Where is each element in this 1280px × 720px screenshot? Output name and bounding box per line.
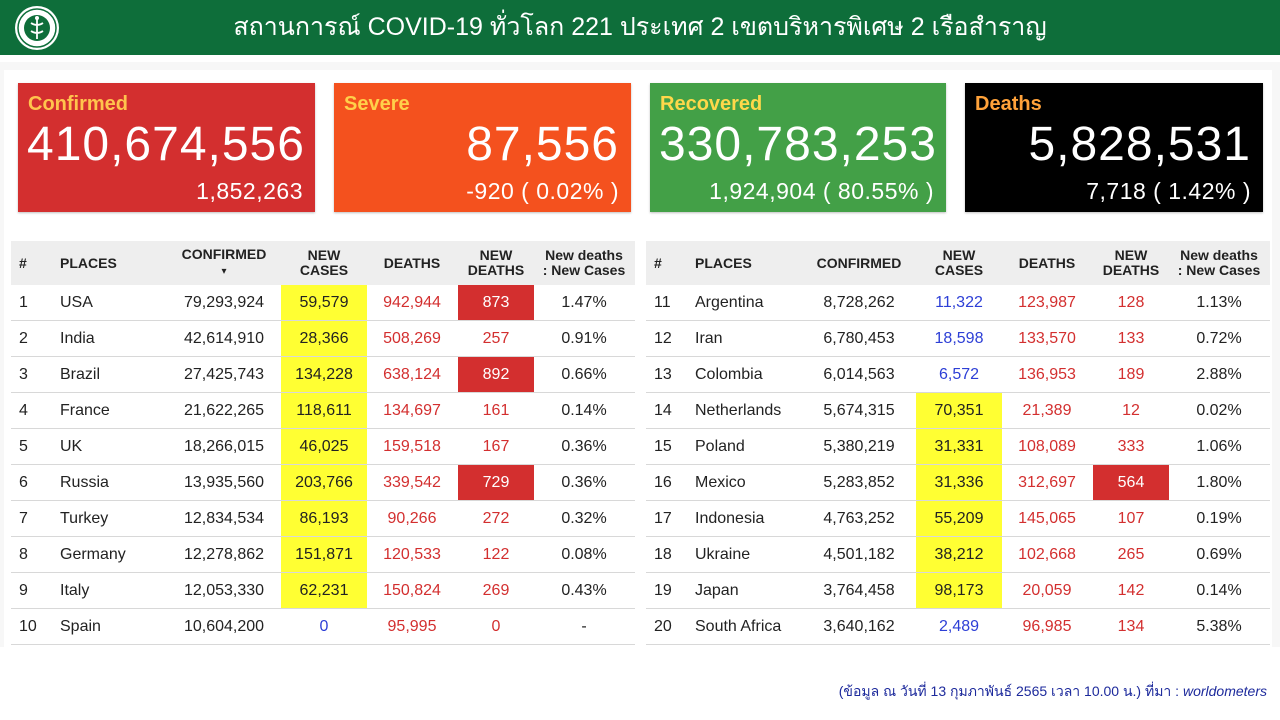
row-deaths: 102,668 [1018, 546, 1076, 563]
row-new-deaths: 333 [1117, 438, 1145, 455]
table-row[interactable] [11, 429, 635, 465]
header-new-cases-line1: NEW [307, 247, 341, 263]
row-new-deaths: 0 [491, 618, 501, 635]
header-new-deaths-line2: DEATHS [1102, 262, 1160, 278]
row-deaths: 136,953 [1018, 366, 1076, 383]
row-place: Indonesia [695, 510, 765, 527]
row-rank: 1 [19, 294, 28, 311]
table-body-left [11, 285, 635, 645]
header-bar [0, 0, 1280, 55]
row-place: South Africa [695, 618, 782, 635]
recovered-sub: 1,924,904 ( 80.55% ) [709, 178, 934, 204]
row-confirmed: 13,935,560 [183, 474, 265, 491]
table-body-right [646, 285, 1270, 645]
row-new-cases: 18,598 [934, 330, 984, 347]
header-places[interactable]: PLACES [695, 254, 752, 271]
row-confirmed: 18,266,015 [183, 438, 265, 455]
row-confirmed: 12,834,534 [183, 510, 265, 527]
row-new-cases: 151,871 [281, 537, 367, 572]
row-new-cases: 70,351 [916, 393, 1002, 428]
table-row[interactable] [11, 573, 635, 609]
row-new-deaths: 142 [1117, 582, 1145, 599]
row-new-deaths: 564 [1093, 465, 1169, 500]
row-ratio: 2.88% [1196, 366, 1242, 383]
row-place: Iran [695, 330, 723, 347]
row-rank: 4 [19, 402, 28, 419]
table-row[interactable] [11, 393, 635, 429]
recovered-label: Recovered [660, 93, 763, 115]
row-new-cases: 28,366 [281, 321, 367, 356]
row-place: Netherlands [695, 402, 782, 419]
row-new-cases: 86,193 [281, 501, 367, 536]
source-footer [839, 681, 1267, 703]
row-rank: 10 [19, 618, 37, 635]
row-deaths: 123,987 [1018, 294, 1076, 311]
row-confirmed: 5,674,315 [823, 402, 895, 419]
header-new-deaths[interactable] [458, 241, 534, 285]
row-rank: 2 [19, 330, 28, 347]
header-confirmed[interactable] [179, 241, 269, 285]
row-rank: 17 [654, 510, 672, 527]
row-new-deaths: 122 [482, 546, 510, 563]
row-deaths: 90,266 [387, 510, 437, 527]
deaths-label: Deaths [975, 93, 1042, 115]
row-place: Poland [695, 438, 745, 455]
row-confirmed: 12,278,862 [183, 546, 265, 563]
row-new-cases: 11,322 [935, 294, 983, 311]
row-place: Brazil [60, 366, 101, 383]
deaths-sub: 7,718 ( 1.42% ) [1086, 178, 1251, 204]
table-row[interactable] [646, 465, 1270, 501]
row-deaths: 312,697 [1018, 474, 1076, 491]
recovered-card [650, 83, 946, 212]
header-deaths[interactable]: DEATHS [1018, 254, 1076, 271]
row-ratio: 0.91% [561, 330, 607, 347]
row-new-deaths: 269 [482, 582, 510, 599]
header-places[interactable]: PLACES [60, 254, 117, 271]
header-confirmed[interactable]: CONFIRMED [816, 254, 902, 271]
header-ratio-line1: New deaths [545, 247, 623, 263]
row-deaths: 942,944 [383, 294, 441, 311]
row-new-deaths: 128 [1117, 294, 1145, 311]
row-ratio: 0.69% [1196, 546, 1242, 563]
row-confirmed: 5,380,219 [823, 438, 895, 455]
row-place: Spain [60, 618, 101, 635]
row-new-deaths: 892 [458, 357, 534, 392]
severe-label: Severe [344, 93, 410, 115]
row-confirmed: 12,053,330 [183, 582, 265, 599]
table-row[interactable] [646, 321, 1270, 357]
row-new-cases: 46,025 [281, 429, 367, 464]
row-confirmed: 10,604,200 [183, 618, 265, 635]
table-row[interactable] [646, 357, 1270, 393]
recovered-value: 330,783,253 [659, 118, 937, 171]
row-confirmed: 4,501,182 [823, 546, 895, 563]
row-ratio: 0.72% [1196, 330, 1242, 347]
table-row[interactable] [646, 573, 1270, 609]
row-deaths: 133,570 [1018, 330, 1076, 347]
table-row[interactable] [646, 609, 1270, 645]
row-place: USA [60, 294, 93, 311]
row-rank: 13 [654, 366, 672, 383]
row-place: Ukraine [695, 546, 751, 563]
row-confirmed: 27,425,743 [183, 366, 265, 383]
row-confirmed: 3,764,458 [823, 582, 895, 599]
row-rank: 11 [654, 294, 671, 311]
row-rank: 12 [654, 330, 672, 347]
row-ratio: 0.32% [561, 510, 607, 527]
row-new-cases: 6,572 [938, 366, 980, 383]
table-row[interactable] [11, 609, 635, 645]
row-new-cases: 134,228 [281, 357, 367, 392]
row-confirmed: 8,728,262 [823, 294, 895, 311]
row-new-deaths: 272 [482, 510, 510, 527]
row-new-cases: 0 [319, 618, 329, 635]
row-ratio: 1.06% [1196, 438, 1242, 455]
row-ratio: 0.02% [1196, 402, 1242, 419]
row-ratio: 0.36% [561, 474, 607, 491]
row-rank: 14 [654, 402, 672, 419]
deaths-card [965, 83, 1263, 212]
row-rank: 3 [19, 366, 28, 383]
table-row[interactable] [11, 285, 635, 321]
table-row[interactable] [11, 357, 635, 393]
row-ratio: 0.66% [561, 366, 607, 383]
row-new-deaths: 167 [482, 438, 510, 455]
severe-sub: -920 ( 0.02% ) [466, 178, 619, 204]
row-rank: 18 [654, 546, 672, 563]
row-confirmed: 3,640,162 [823, 618, 895, 635]
row-ratio: 5.38% [1196, 618, 1242, 635]
row-new-cases: 2,489 [938, 618, 980, 635]
footer-source: worldometers [1182, 683, 1267, 699]
row-ratio: 0.36% [561, 438, 607, 455]
table-row[interactable] [11, 501, 635, 537]
row-confirmed: 4,763,252 [823, 510, 895, 527]
header-new-cases[interactable] [916, 241, 1002, 285]
row-ratio: 0.14% [1196, 582, 1242, 599]
row-confirmed: 6,780,453 [823, 330, 895, 347]
row-new-deaths: 257 [482, 330, 510, 347]
row-rank: 16 [654, 474, 672, 491]
row-new-deaths: 189 [1117, 366, 1145, 383]
row-ratio: 0.43% [561, 582, 607, 599]
row-new-deaths: 133 [1117, 330, 1145, 347]
row-ratio: - [581, 618, 587, 635]
severe-card [334, 83, 631, 212]
table-row[interactable] [11, 537, 635, 573]
row-new-cases: 38,212 [916, 537, 1002, 572]
row-deaths: 134,697 [383, 402, 441, 419]
row-new-cases: 55,209 [916, 501, 1002, 536]
row-new-deaths: 134 [1117, 618, 1145, 635]
countries-table-right [646, 241, 1270, 645]
row-deaths: 20,059 [1022, 582, 1072, 599]
row-new-cases: 98,173 [916, 573, 1002, 608]
sort-desc-icon: ▾ [221, 266, 227, 277]
row-rank: 15 [654, 438, 672, 455]
table-row[interactable] [646, 429, 1270, 465]
row-new-deaths: 265 [1117, 546, 1145, 563]
row-new-deaths: 161 [482, 402, 510, 419]
row-deaths: 120,533 [383, 546, 441, 563]
row-ratio: 0.14% [561, 402, 607, 419]
row-deaths: 150,824 [383, 582, 441, 599]
table-row[interactable] [646, 537, 1270, 573]
row-place: Colombia [695, 366, 763, 383]
row-new-cases: 59,579 [281, 285, 367, 320]
header-new-deaths-line1: NEW [479, 247, 513, 263]
table-row[interactable] [646, 393, 1270, 429]
row-place: Japan [695, 582, 739, 599]
row-rank: 19 [654, 582, 672, 599]
row-rank: 20 [654, 618, 672, 635]
row-ratio: 0.19% [1196, 510, 1242, 527]
row-ratio: 1.47% [561, 294, 607, 311]
header-ratio[interactable] [1169, 241, 1269, 285]
header-new-deaths-line1: NEW [1114, 247, 1148, 263]
confirmed-label: Confirmed [28, 93, 128, 115]
row-deaths: 95,995 [387, 618, 437, 635]
header-ratio-line1: New deaths [1180, 247, 1258, 263]
row-place: Argentina [695, 294, 764, 311]
confirmed-value: 410,674,556 [27, 118, 305, 171]
countries-table-left [11, 241, 635, 645]
row-new-deaths: 873 [458, 285, 534, 320]
footer-note: (ข้อมูล ณ วันที่ 13 กุมภาพันธ์ 2565 เวลา 10.00 น.) ที่มา : [838, 683, 1183, 699]
confirmed-card [18, 83, 315, 212]
row-place: Russia [60, 474, 109, 491]
table-row[interactable] [11, 321, 635, 357]
row-rank: 6 [19, 474, 28, 491]
row-place: France [60, 402, 110, 419]
header-new-cases-line2: CASES [934, 262, 984, 278]
row-place: UK [60, 438, 83, 455]
header-new-cases-line1: NEW [942, 247, 976, 263]
row-ratio: 0.08% [561, 546, 607, 563]
row-new-deaths: 12 [1122, 402, 1140, 419]
table-row[interactable] [646, 501, 1270, 537]
header-ratio-line2: : New Cases [542, 262, 626, 278]
row-deaths: 108,089 [1018, 438, 1076, 455]
row-rank: 9 [19, 582, 28, 599]
row-new-deaths: 729 [458, 465, 534, 500]
page-title: สถานการณ์ COVID-19 ทั่วโลก 221 ประเทศ 2 เขตบริหารพิเศษ 2 เรือสำราญ [233, 13, 1047, 41]
row-place: Italy [60, 582, 90, 599]
row-rank: 8 [19, 546, 28, 563]
header-new-cases[interactable] [281, 241, 367, 285]
confirmed-sub: 1,852,263 [196, 178, 303, 204]
table-header [11, 241, 635, 285]
header-confirmed-label: CONFIRMED [181, 246, 267, 262]
row-place: India [60, 330, 95, 347]
row-rank: 5 [19, 438, 28, 455]
table-header [646, 241, 1270, 285]
table-row[interactable] [646, 285, 1270, 321]
row-deaths: 159,518 [383, 438, 441, 455]
row-confirmed: 6,014,563 [823, 366, 895, 383]
table-row[interactable] [11, 465, 635, 501]
header-new-cases-line2: CASES [299, 262, 349, 278]
header-ratio-line2: : New Cases [1177, 262, 1261, 278]
row-confirmed: 21,622,265 [183, 402, 265, 419]
row-ratio: 1.13% [1196, 294, 1242, 311]
row-confirmed: 5,283,852 [823, 474, 895, 491]
header-new-deaths-line2: DEATHS [467, 262, 525, 278]
header-deaths[interactable]: DEATHS [383, 254, 441, 271]
row-ratio: 1.80% [1196, 474, 1242, 491]
header-num: # [654, 254, 662, 271]
severe-value: 87,556 [466, 118, 619, 171]
header-ratio[interactable] [534, 241, 634, 285]
row-deaths: 339,542 [383, 474, 441, 491]
row-rank: 7 [19, 510, 28, 527]
header-num: # [19, 254, 27, 271]
row-deaths: 508,269 [383, 330, 441, 347]
row-deaths: 21,389 [1022, 402, 1072, 419]
row-place: Turkey [60, 510, 109, 527]
row-new-cases: 31,331 [916, 429, 1002, 464]
row-deaths: 96,985 [1022, 618, 1072, 635]
row-new-cases: 31,336 [916, 465, 1002, 500]
row-new-cases: 118,611 [281, 393, 367, 428]
row-deaths: 638,124 [383, 366, 441, 383]
deaths-value: 5,828,531 [1028, 118, 1251, 171]
row-new-deaths: 107 [1117, 510, 1145, 527]
row-new-cases: 62,231 [281, 573, 367, 608]
row-place: Mexico [695, 474, 746, 491]
row-deaths: 145,065 [1018, 510, 1076, 527]
row-new-cases: 203,766 [281, 465, 367, 500]
header-new-deaths[interactable] [1093, 241, 1169, 285]
row-confirmed: 79,293,924 [183, 294, 265, 311]
row-place: Germany [60, 546, 126, 563]
row-confirmed: 42,614,910 [183, 330, 265, 347]
